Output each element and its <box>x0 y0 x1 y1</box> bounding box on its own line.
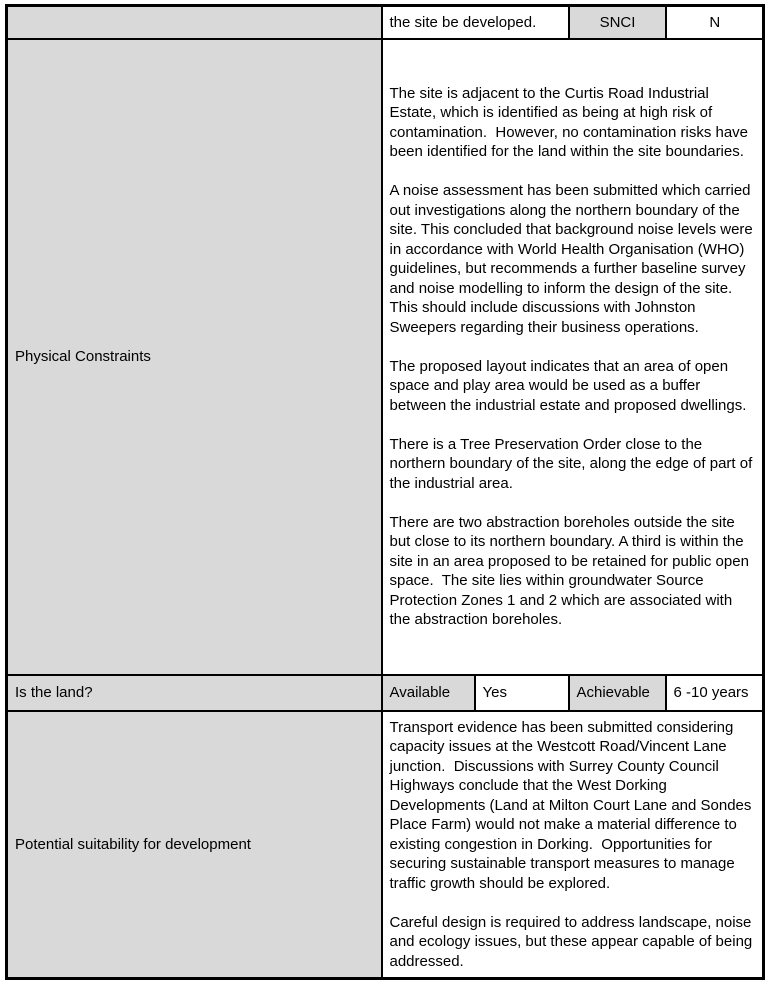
paragraph: There are two abstraction boreholes outside the site but close to its northern boundary. A third is within the site in an area proposed to be retained for public open space. The site lies within groundwater Source Protection Zones 1 and 2 which are associated with the abstraction boreholes. <box>389 513 754 628</box>
paragraph: The proposed layout indicates that an area of open space and play area would be used as a buffer between the industrial estate and proposed dwellings. <box>389 357 747 414</box>
is-the-land-label: Is the land? <box>7 675 382 711</box>
designation-flag-cell: N <box>666 6 764 39</box>
table-row-is-the-land <box>7 675 764 711</box>
site-assessment-table <box>5 4 765 980</box>
potential-suitability-label: Potential suitability for development <box>7 711 382 979</box>
potential-suitability-text <box>382 711 764 979</box>
physical-constraints-text <box>382 39 764 675</box>
available-label-cell: Available <box>382 675 475 711</box>
paragraph: The site is adjacent to the Curtis Road Industrial Estate, which is identified as being at high risk of contamination. However, no contamination risks have been identified for the land within the site boundaries. <box>389 84 753 160</box>
achievable-value-cell: 6 -10 years <box>666 675 764 711</box>
table-row-physical-constraints <box>7 39 764 675</box>
table-row-continuation <box>7 6 764 39</box>
designation-cell: SNCI <box>569 6 666 39</box>
physical-constraints-label: Physical Constraints <box>7 39 382 675</box>
paragraph: A noise assessment has been submitted which carried out investigations along the northern boundary of the site. This concluded that background noise levels were in accordance with World Health Organisation (WHO) guidelines, but recommends a further baseline survey and noise modelling to inform the design of the site. This should include discussions with Johnston Sweepers regarding their business operations. <box>389 182 757 336</box>
achievable-label-cell: Achievable <box>569 675 666 711</box>
available-value-cell: Yes <box>475 675 569 711</box>
continuation-empty-label-cell <box>7 6 382 39</box>
paragraph: There is a Tree Preservation Order close to the northern boundary of the site, along the edge of part of the industrial area. <box>389 435 757 492</box>
continuation-text-cell: the site be developed. <box>382 6 569 39</box>
table-row-potential-suitability <box>7 711 764 979</box>
paragraph: Transport evidence has been submitted considering capacity issues at the Westcott Road/Vincent Lane junction. Discussions with Surrey County Council Highways conclude that the West Dorking Developments (Land at Milton Court Lane and Sondes Place Farm) would not make a material difference to existing congestion in Dorking. Opportunities for securing sustainable transport measures to manage traffic growth should be explored. <box>389 718 756 892</box>
paragraph: Careful design is required to address landscape, noise and ecology issues, but these appear capable of being addressed. <box>389 913 757 970</box>
